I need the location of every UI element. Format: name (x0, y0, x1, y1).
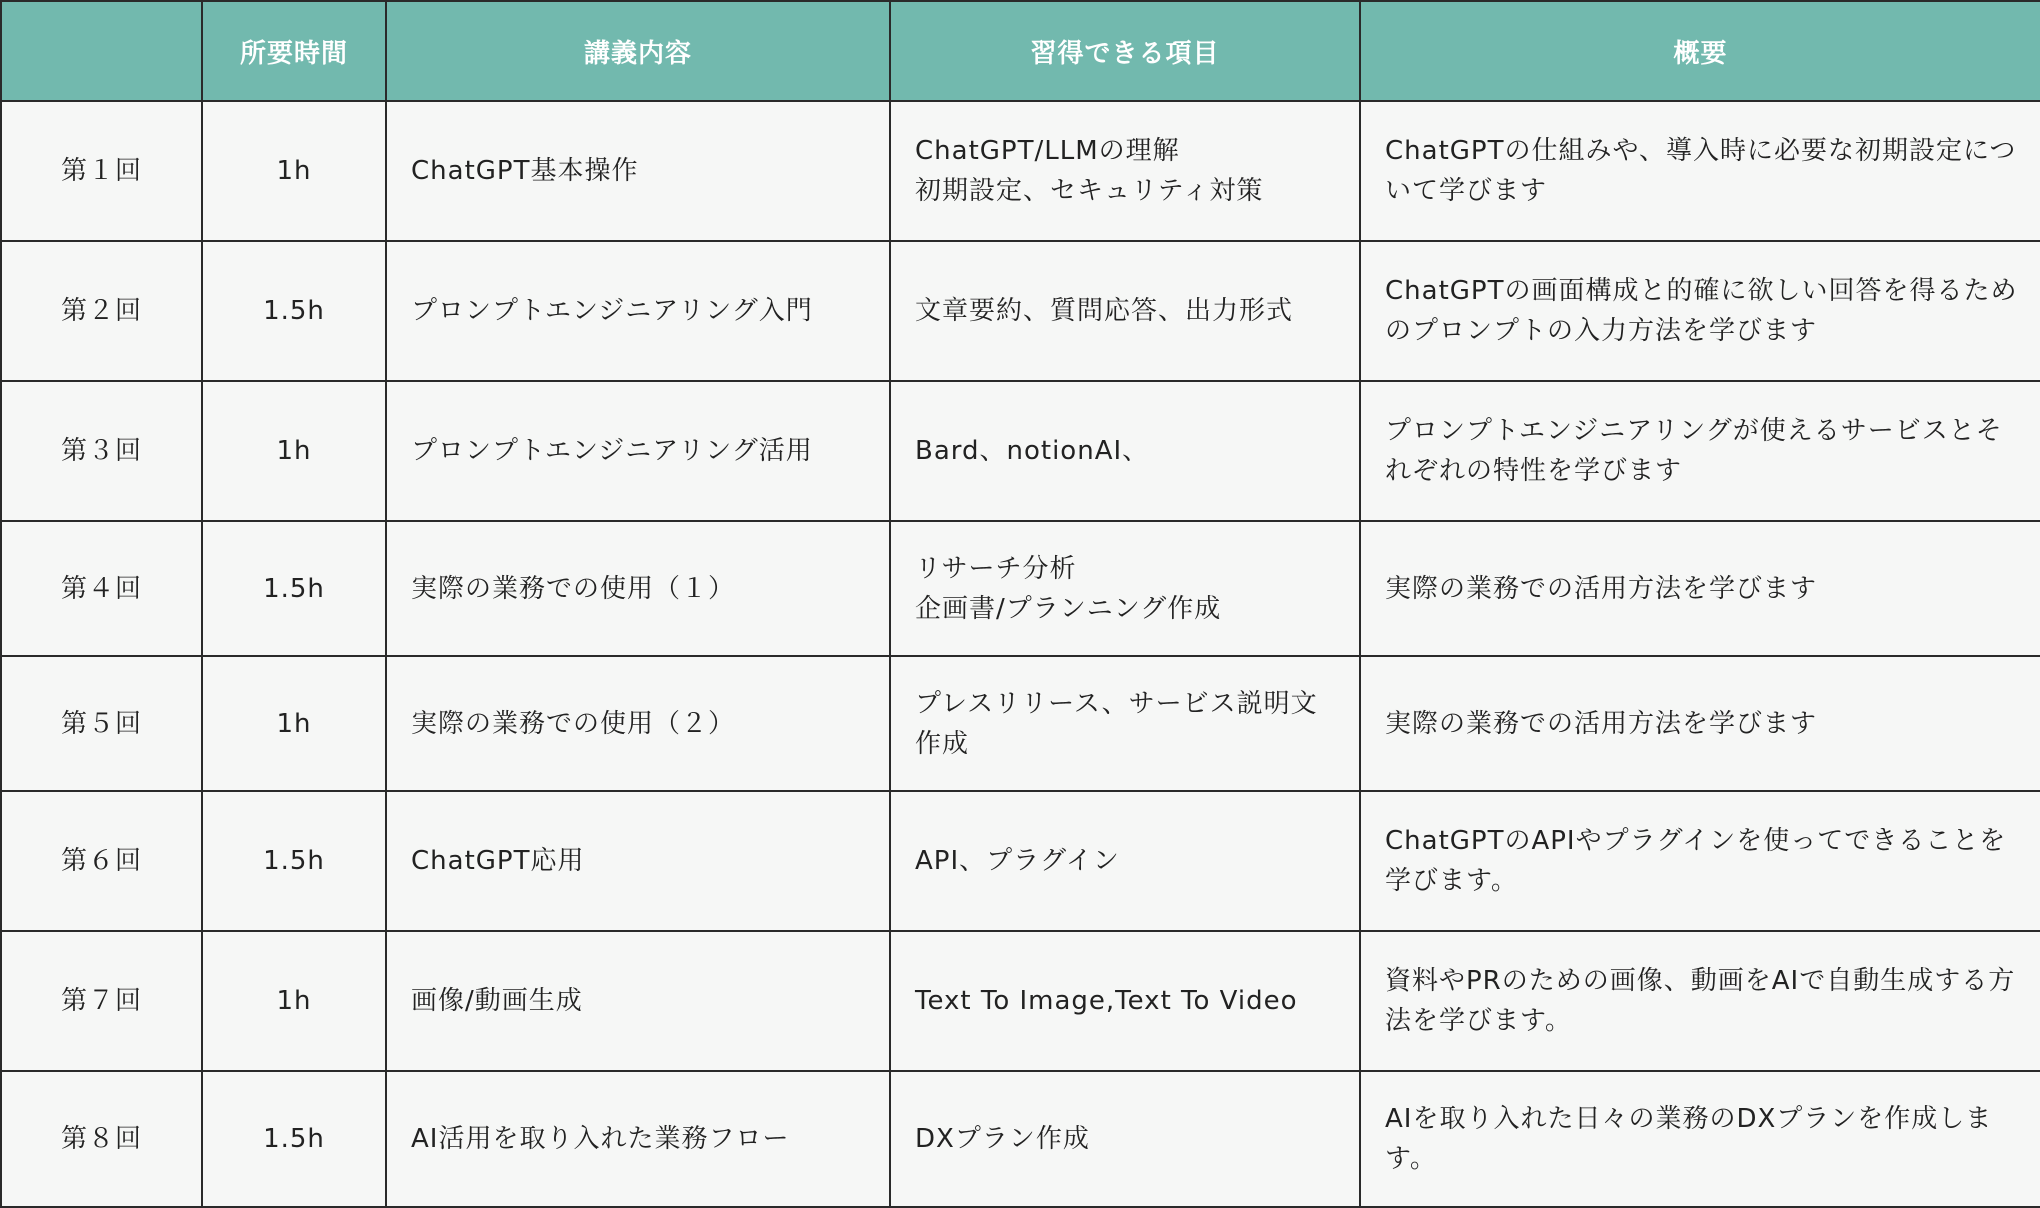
session-duration: 1.5h (202, 1071, 386, 1207)
header-content: 講義内容 (386, 1, 890, 101)
session-duration: 1h (202, 656, 386, 791)
session-content: 実際の業務での使用（１） (386, 521, 890, 656)
table-row (1, 1071, 2040, 1207)
session-summary: プロンプトエンジニアリングが使えるサービスとそれぞれの特性を学びます (1360, 381, 2040, 521)
table-row (1, 521, 2040, 656)
session-skills: プレスリリース、サービス説明文作成 (890, 656, 1360, 791)
table-row (1, 656, 2040, 791)
header-summary: 概要 (1360, 1, 2040, 101)
session-summary: ChatGPTのAPIやプラグインを使ってできることを学びます。 (1360, 791, 2040, 931)
session-summary: 実際の業務での活用方法を学びます (1360, 521, 2040, 656)
table-row (1, 931, 2040, 1071)
session-content: プロンプトエンジニアリング入門 (386, 241, 890, 381)
session-number: 第８回 (1, 1071, 202, 1207)
session-content: ChatGPT応用 (386, 791, 890, 931)
header-blank (1, 1, 202, 101)
session-duration: 1h (202, 381, 386, 521)
header-time: 所要時間 (202, 1, 386, 101)
session-summary: ChatGPTの画面構成と的確に欲しい回答を得るためのプロンプトの入力方法を学びます (1360, 241, 2040, 381)
session-content: 画像/動画生成 (386, 931, 890, 1071)
session-content: 実際の業務での使用（２） (386, 656, 890, 791)
session-duration: 1h (202, 931, 386, 1071)
session-summary: ChatGPTの仕組みや、導入時に必要な初期設定について学びます (1360, 101, 2040, 241)
session-duration: 1.5h (202, 241, 386, 381)
session-content: AI活用を取り入れた業務フロー (386, 1071, 890, 1207)
session-number: 第６回 (1, 791, 202, 931)
header-skills: 習得できる項目 (890, 1, 1360, 101)
session-duration: 1.5h (202, 521, 386, 656)
session-skills: DXプラン作成 (890, 1071, 1360, 1207)
table-row (1, 241, 2040, 381)
table-row (1, 381, 2040, 521)
header-row (1, 1, 2040, 101)
session-number: 第７回 (1, 931, 202, 1071)
session-duration: 1.5h (202, 791, 386, 931)
session-number: 第２回 (1, 241, 202, 381)
session-skills: API、プラグイン (890, 791, 1360, 931)
session-skills: Bard、notionAI、 (890, 381, 1360, 521)
session-number: 第１回 (1, 101, 202, 241)
session-skills: Text To Image,Text To Video (890, 931, 1360, 1071)
session-skills: 文章要約、質問応答、出力形式 (890, 241, 1360, 381)
session-number: 第４回 (1, 521, 202, 656)
session-number: 第５回 (1, 656, 202, 791)
table-row (1, 101, 2040, 241)
session-skills: リサーチ分析 企画書/プランニング作成 (890, 521, 1360, 656)
session-skills: ChatGPT/LLMの理解 初期設定、セキュリティ対策 (890, 101, 1360, 241)
table-row (1, 791, 2040, 931)
session-summary: AIを取り入れた日々の業務のDXプランを作成します。 (1360, 1071, 2040, 1207)
session-duration: 1h (202, 101, 386, 241)
session-content: プロンプトエンジニアリング活用 (386, 381, 890, 521)
session-content: ChatGPT基本操作 (386, 101, 890, 241)
session-summary: 実際の業務での活用方法を学びます (1360, 656, 2040, 791)
session-number: 第３回 (1, 381, 202, 521)
session-summary: 資料やPRのための画像、動画をAIで自動生成する方法を学びます。 (1360, 931, 2040, 1071)
